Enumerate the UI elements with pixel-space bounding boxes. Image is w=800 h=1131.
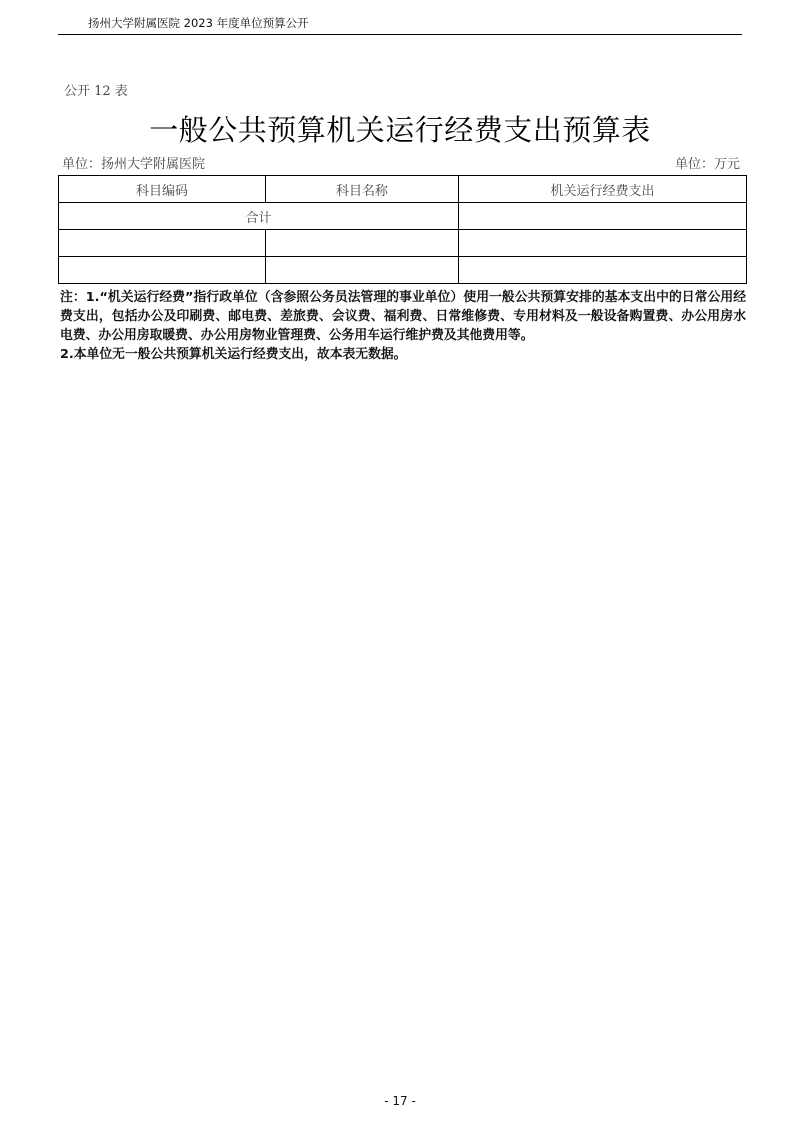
page-title: 一般公共预算机关运行经费支出预算表 [149, 113, 651, 147]
note-2: 2.本单位无一般公共预算机关运行经费支出，故本表无数据。 [60, 347, 407, 362]
table-row [59, 257, 747, 284]
table-cell [59, 257, 266, 284]
note-1: 注：1.“机关运行经费”指行政单位（含参照公务员法管理的事业单位）使用一般公共预算安排的基本支出中的日常公用经费支出，包括办公及印刷费、邮电费、差旅费、会议费、福利费、日常维修费、专用材料及一般设备购置费、办公用房水电费、办公用房取暖费、办公用房物业管理费、公务用车运行维护费及其他费用等。 [60, 290, 746, 343]
notes [60, 288, 746, 364]
total-value [459, 203, 747, 230]
table-row [59, 230, 747, 257]
header-subject-code: 科目编码 [59, 176, 266, 203]
page-number: - 17 - [384, 1094, 416, 1108]
total-label: 合计 [59, 203, 459, 230]
table-total-row [59, 203, 747, 230]
unit-currency: 单位：万元 [674, 157, 740, 172]
table-number: 公开 12 表 [64, 84, 128, 99]
running-header: 扬州大学附属医院 2023 年度单位预算公开 [88, 16, 309, 30]
header-operating-expense: 机关运行经费支出 [459, 176, 747, 203]
table-header-row [59, 176, 747, 203]
table-cell [266, 230, 459, 257]
table-cell [459, 257, 747, 284]
table-cell [266, 257, 459, 284]
header-subject-name: 科目名称 [266, 176, 459, 203]
unit-organization: 单位：扬州大学附属医院 [62, 157, 206, 172]
budget-table [58, 175, 747, 284]
table-cell [59, 230, 266, 257]
header-divider [58, 34, 742, 35]
table-cell [459, 230, 747, 257]
